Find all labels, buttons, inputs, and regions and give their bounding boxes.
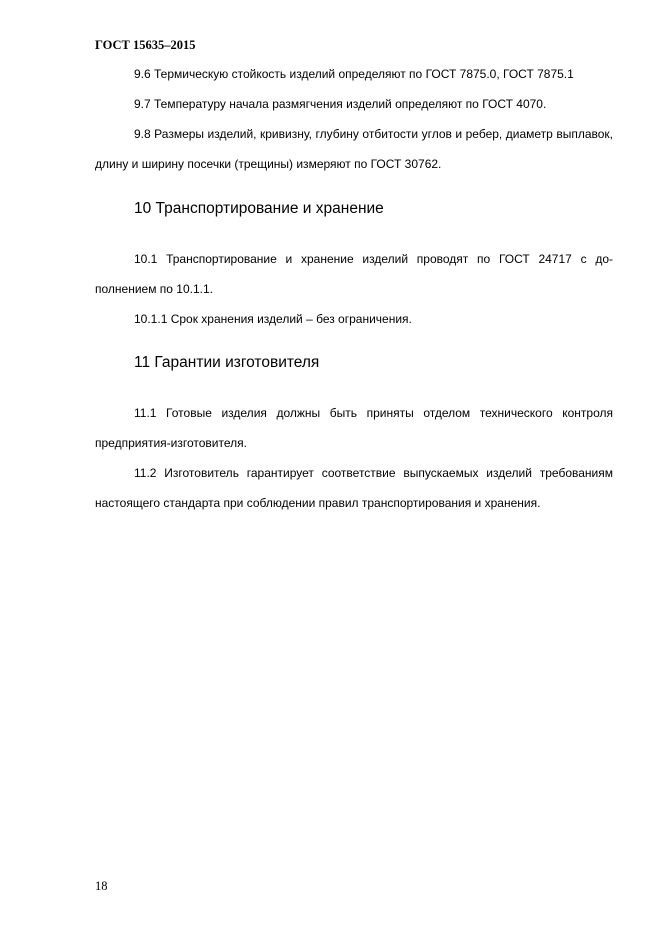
paragraph-10-1: 10.1 Транспортирование и хранение изделий проводят по ГОСТ 24717 с дополнением по 10.1.1. <box>95 252 613 296</box>
section-10-heading: 10 Транспортирование и хранение <box>134 200 384 217</box>
paragraph-9-8: 9.8 Размеры изделий, кривизну, глубину отбитости углов и ребер, диаметр выплавок, длину и ширину посечки (трещины) измеряют по ГОСТ 30762. <box>95 127 613 171</box>
page-number: 18 <box>95 879 108 893</box>
paragraph-10-1-1: 10.1.1 Срок хранения изделий – без ограничения. <box>134 312 412 326</box>
section-11-heading: 11 Гарантии изготовителя <box>134 354 320 371</box>
paragraph-11-1: 11.1 Готовые изделия должны быть приняты отделом технического контроля предприятия-изготовителя. <box>95 406 613 450</box>
paragraph-11-2: 11.2 Изготовитель гарантирует соответствие выпускаемых изделий требованиям настоящего стандарта при соблюдении правил транспортирования и хранения. <box>95 466 613 510</box>
document-body <box>95 59 613 518</box>
paragraph-9-6: 9.6 Термическую стойкость изделий определяют по ГОСТ 7875.0, ГОСТ 7875.1 <box>134 67 574 81</box>
document-header-id: ГОСТ 15635–2015 <box>95 38 196 52</box>
paragraph-9-7: 9.7 Температуру начала размягчения изделий определяют по ГОСТ 4070. <box>134 97 547 111</box>
